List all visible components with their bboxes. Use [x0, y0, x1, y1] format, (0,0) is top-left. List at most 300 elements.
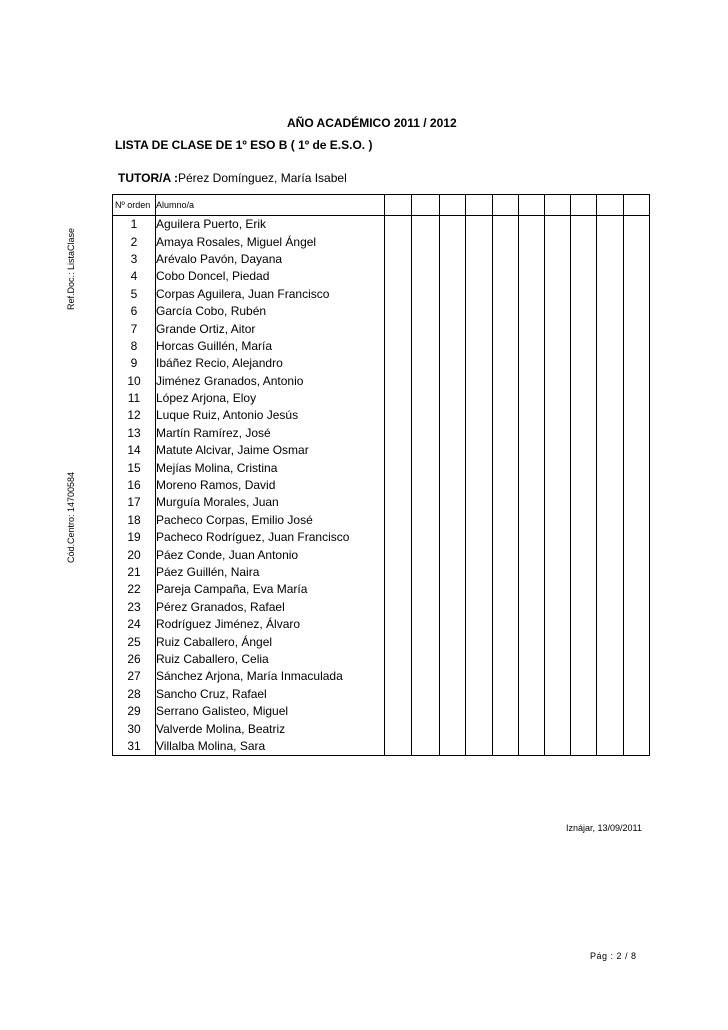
attendance-cell	[597, 494, 624, 511]
attendance-cell	[412, 233, 440, 250]
attendance-cell	[519, 686, 545, 703]
attendance-cell	[385, 442, 412, 459]
attendance-cell	[571, 738, 597, 756]
attendance-cell	[545, 233, 571, 250]
attendance-cell	[545, 442, 571, 459]
attendance-cell	[440, 355, 466, 372]
attendance-cell	[571, 407, 597, 424]
attendance-cell	[493, 459, 519, 476]
attendance-cell	[519, 494, 545, 511]
attendance-cell	[493, 529, 519, 546]
list-title: LISTA DE CLASE DE 1º ESO B ( 1º de E.S.O. )	[115, 138, 373, 152]
student-name: Pacheco Corpas, Emilio José	[156, 512, 385, 529]
attendance-cell	[597, 233, 624, 250]
attendance-cell	[597, 581, 624, 598]
attendance-cell	[385, 477, 412, 494]
attendance-cell	[597, 390, 624, 407]
class-list-table	[112, 194, 650, 756]
attendance-cell	[624, 268, 650, 285]
attendance-cell	[571, 320, 597, 337]
attendance-cell	[571, 390, 597, 407]
attendance-cell	[624, 320, 650, 337]
attendance-cell	[493, 720, 519, 737]
table-row	[113, 268, 650, 285]
attendance-cell	[493, 390, 519, 407]
attendance-cell	[440, 494, 466, 511]
table-row	[113, 320, 650, 337]
tutor-line	[118, 171, 347, 185]
attendance-cell	[412, 373, 440, 390]
attendance-cell	[571, 668, 597, 685]
student-name: Murguía Morales, Juan	[156, 494, 385, 511]
attendance-cell	[519, 529, 545, 546]
attendance-cell	[440, 425, 466, 442]
attendance-cell	[466, 251, 493, 268]
student-order: 12	[113, 407, 156, 424]
attendance-cell	[624, 738, 650, 756]
attendance-cell	[519, 599, 545, 616]
attendance-cell	[493, 616, 519, 633]
attendance-cell	[466, 233, 493, 250]
student-name: López Arjona, Eloy	[156, 390, 385, 407]
attendance-cell	[412, 686, 440, 703]
attendance-cell	[624, 720, 650, 737]
attendance-cell	[412, 251, 440, 268]
attendance-cell	[519, 668, 545, 685]
attendance-cell	[412, 738, 440, 756]
attendance-cell	[466, 581, 493, 598]
student-order: 13	[113, 425, 156, 442]
table-row	[113, 564, 650, 581]
attendance-cell	[440, 564, 466, 581]
student-name: Sancho Cruz, Rafael	[156, 686, 385, 703]
attendance-cell	[440, 303, 466, 320]
attendance-cell	[412, 268, 440, 285]
student-name: Ruiz Caballero, Celia	[156, 651, 385, 668]
student-name: Arévalo Pavón, Dayana	[156, 251, 385, 268]
attendance-cell	[385, 599, 412, 616]
attendance-cell	[545, 338, 571, 355]
attendance-cell	[412, 633, 440, 650]
attendance-cell	[571, 651, 597, 668]
student-order: 3	[113, 251, 156, 268]
attendance-cell	[545, 355, 571, 372]
student-name: Valverde Molina, Beatriz	[156, 720, 385, 737]
attendance-cell	[412, 546, 440, 563]
attendance-cell	[545, 633, 571, 650]
student-order: 30	[113, 720, 156, 737]
attendance-cell	[385, 338, 412, 355]
attendance-cell	[440, 616, 466, 633]
attendance-cell	[493, 512, 519, 529]
attendance-cell	[571, 303, 597, 320]
table-row	[113, 599, 650, 616]
attendance-cell	[466, 599, 493, 616]
attendance-cell	[440, 251, 466, 268]
attendance-cell	[412, 512, 440, 529]
attendance-cell	[493, 686, 519, 703]
attendance-cell	[440, 407, 466, 424]
table-row	[113, 494, 650, 511]
attendance-cell	[624, 616, 650, 633]
student-name: Pacheco Rodríguez, Juan Francisco	[156, 529, 385, 546]
attendance-cell	[519, 564, 545, 581]
attendance-cell	[466, 320, 493, 337]
attendance-cell	[571, 512, 597, 529]
attendance-cell	[493, 494, 519, 511]
attendance-cell	[466, 286, 493, 303]
cod-centro: Cód.Centro: 14700584	[66, 471, 76, 563]
attendance-cell	[385, 529, 412, 546]
attendance-cell	[493, 599, 519, 616]
table-row	[113, 407, 650, 424]
attendance-cell	[545, 477, 571, 494]
attendance-cell	[545, 529, 571, 546]
table-row	[113, 286, 650, 303]
student-name: Rodríguez Jiménez, Álvaro	[156, 616, 385, 633]
tutor-label: TUTOR/A :	[118, 171, 178, 185]
student-order: 23	[113, 599, 156, 616]
attendance-cell	[624, 512, 650, 529]
attendance-cell	[545, 668, 571, 685]
attendance-cell	[440, 581, 466, 598]
attendance-cell	[385, 668, 412, 685]
attendance-cell	[597, 720, 624, 737]
attendance-cell	[493, 286, 519, 303]
student-order: 4	[113, 268, 156, 285]
student-order: 8	[113, 338, 156, 355]
attendance-cell	[385, 651, 412, 668]
attendance-cell	[466, 633, 493, 650]
table-row	[113, 251, 650, 268]
attendance-cell	[519, 373, 545, 390]
attendance-cell	[597, 425, 624, 442]
attendance-cell	[440, 442, 466, 459]
student-name: Moreno Ramos, David	[156, 477, 385, 494]
attendance-cell	[545, 459, 571, 476]
student-order: 14	[113, 442, 156, 459]
attendance-cell	[519, 546, 545, 563]
attendance-cell	[412, 390, 440, 407]
attendance-cell	[466, 512, 493, 529]
student-name: Pareja Campaña, Eva María	[156, 581, 385, 598]
student-order: 6	[113, 303, 156, 320]
attendance-cell	[597, 512, 624, 529]
attendance-cell	[412, 529, 440, 546]
attendance-cell	[493, 738, 519, 756]
table-row	[113, 529, 650, 546]
attendance-cell	[466, 373, 493, 390]
attendance-cell	[466, 338, 493, 355]
attendance-cell	[412, 477, 440, 494]
attendance-cell	[624, 373, 650, 390]
student-order: 11	[113, 390, 156, 407]
table-row	[113, 720, 650, 737]
attendance-cell	[412, 581, 440, 598]
attendance-cell	[385, 320, 412, 337]
attendance-cell	[624, 494, 650, 511]
attendance-cell	[624, 668, 650, 685]
attendance-cell	[493, 546, 519, 563]
attendance-cell	[597, 529, 624, 546]
attendance-cell	[412, 320, 440, 337]
attendance-cell	[440, 477, 466, 494]
table-row	[113, 546, 650, 563]
attendance-cell	[571, 268, 597, 285]
attendance-cell	[597, 546, 624, 563]
table-row	[113, 581, 650, 598]
attendance-cell	[385, 564, 412, 581]
attendance-cell	[571, 599, 597, 616]
attendance-cell	[466, 355, 493, 372]
attendance-cell	[440, 703, 466, 720]
attendance-cell	[571, 477, 597, 494]
table-row	[113, 338, 650, 355]
attendance-cell	[597, 442, 624, 459]
attendance-cell	[597, 320, 624, 337]
attendance-cell	[440, 512, 466, 529]
ref-doc: Ref.Doc.: ListaClase	[66, 227, 76, 310]
attendance-cell	[571, 425, 597, 442]
attendance-cell	[624, 407, 650, 424]
attendance-cell	[466, 216, 493, 234]
attendance-cell	[493, 268, 519, 285]
student-order: 20	[113, 546, 156, 563]
attendance-cell	[440, 651, 466, 668]
attendance-cell	[385, 633, 412, 650]
attendance-cell	[597, 373, 624, 390]
attendance-cell	[466, 442, 493, 459]
attendance-cell	[624, 564, 650, 581]
student-order: 22	[113, 581, 156, 598]
student-name: Cobo Doncel, Piedad	[156, 268, 385, 285]
student-name: Corpas Aguilera, Juan Francisco	[156, 286, 385, 303]
attendance-cell	[385, 286, 412, 303]
attendance-cell	[440, 599, 466, 616]
attendance-cell	[624, 477, 650, 494]
attendance-cell	[519, 320, 545, 337]
attendance-cell	[412, 355, 440, 372]
table-row	[113, 651, 650, 668]
attendance-cell	[466, 407, 493, 424]
attendance-cell	[519, 233, 545, 250]
attendance-cell	[545, 286, 571, 303]
attendance-cell	[493, 564, 519, 581]
attendance-cell	[545, 268, 571, 285]
attendance-cell	[597, 459, 624, 476]
student-name: Grande Ortiz, Aitor	[156, 320, 385, 337]
table-row	[113, 442, 650, 459]
attendance-cell	[519, 459, 545, 476]
student-order: 27	[113, 668, 156, 685]
attendance-cell	[597, 303, 624, 320]
student-order: 10	[113, 373, 156, 390]
attendance-cell	[466, 686, 493, 703]
attendance-cell	[440, 233, 466, 250]
attendance-cell	[493, 251, 519, 268]
attendance-cell	[624, 546, 650, 563]
student-name: Ruiz Caballero, Ángel	[156, 633, 385, 650]
attendance-cell	[412, 338, 440, 355]
attendance-cell	[440, 286, 466, 303]
attendance-cell	[545, 216, 571, 234]
attendance-cell	[440, 686, 466, 703]
attendance-cell	[440, 720, 466, 737]
attendance-cell	[466, 459, 493, 476]
attendance-cell	[519, 738, 545, 756]
attendance-cell	[412, 616, 440, 633]
attendance-cell	[624, 459, 650, 476]
attendance-cell	[493, 216, 519, 234]
student-name: García Cobo, Rubén	[156, 303, 385, 320]
attendance-cell	[385, 216, 412, 234]
attendance-cell	[571, 703, 597, 720]
attendance-cell	[466, 477, 493, 494]
student-name: Matute Alcivar, Jaime Osmar	[156, 442, 385, 459]
attendance-cell	[571, 286, 597, 303]
attendance-cell	[545, 390, 571, 407]
attendance-cell	[440, 338, 466, 355]
table-row	[113, 373, 650, 390]
attendance-cell	[440, 373, 466, 390]
student-order: 15	[113, 459, 156, 476]
attendance-cell	[597, 407, 624, 424]
attendance-cell	[412, 459, 440, 476]
attendance-cell	[545, 373, 571, 390]
attendance-cell	[385, 686, 412, 703]
attendance-cell	[624, 686, 650, 703]
attendance-cell	[597, 686, 624, 703]
attendance-cell	[597, 268, 624, 285]
student-order: 25	[113, 633, 156, 650]
attendance-cell	[519, 512, 545, 529]
table-row	[113, 303, 650, 320]
attendance-cell	[545, 512, 571, 529]
attendance-cell	[412, 599, 440, 616]
attendance-cell	[519, 703, 545, 720]
attendance-cell	[493, 373, 519, 390]
attendance-cell	[385, 355, 412, 372]
student-order: 16	[113, 477, 156, 494]
attendance-cell	[412, 286, 440, 303]
student-order: 21	[113, 564, 156, 581]
attendance-cell	[571, 373, 597, 390]
attendance-cell	[571, 338, 597, 355]
attendance-cell	[440, 546, 466, 563]
academic-year: AÑO ACADÉMICO 2011 / 2012	[287, 116, 457, 130]
attendance-cell	[440, 320, 466, 337]
student-name: Horcas Guillén, María	[156, 338, 385, 355]
student-name: Sánchez Arjona, María Inmaculada	[156, 668, 385, 685]
student-name: Amaya Rosales, Miguel Ángel	[156, 233, 385, 250]
page-number: Pág : 2 / 8	[590, 951, 637, 961]
attendance-cell	[466, 703, 493, 720]
attendance-cell	[466, 616, 493, 633]
attendance-cell	[545, 303, 571, 320]
attendance-cell	[597, 251, 624, 268]
table-row	[113, 390, 650, 407]
attendance-cell	[466, 268, 493, 285]
attendance-cell	[597, 599, 624, 616]
attendance-cell	[571, 720, 597, 737]
attendance-cell	[571, 686, 597, 703]
attendance-cell	[412, 720, 440, 737]
attendance-cell	[624, 233, 650, 250]
attendance-cell	[597, 616, 624, 633]
attendance-cell	[597, 668, 624, 685]
attendance-cell	[624, 529, 650, 546]
attendance-cell	[440, 633, 466, 650]
attendance-cell	[545, 599, 571, 616]
attendance-cell	[519, 425, 545, 442]
student-order: 17	[113, 494, 156, 511]
attendance-cell	[412, 494, 440, 511]
attendance-cell	[466, 390, 493, 407]
table-row	[113, 459, 650, 476]
attendance-cell	[440, 216, 466, 234]
attendance-cell	[385, 459, 412, 476]
attendance-cell	[440, 529, 466, 546]
attendance-cell	[624, 303, 650, 320]
attendance-cell	[493, 338, 519, 355]
attendance-cell	[571, 529, 597, 546]
table-row	[113, 686, 650, 703]
attendance-cell	[385, 303, 412, 320]
attendance-cell	[493, 477, 519, 494]
attendance-cell	[545, 425, 571, 442]
attendance-cell	[571, 233, 597, 250]
attendance-cell	[385, 512, 412, 529]
student-name: Serrano Galisteo, Miguel	[156, 703, 385, 720]
attendance-cell	[571, 216, 597, 234]
attendance-cell	[624, 390, 650, 407]
attendance-cell	[440, 390, 466, 407]
attendance-cell	[519, 355, 545, 372]
attendance-cell	[597, 355, 624, 372]
attendance-cell	[412, 303, 440, 320]
attendance-cell	[519, 442, 545, 459]
attendance-cell	[466, 651, 493, 668]
attendance-cell	[571, 459, 597, 476]
attendance-cell	[493, 633, 519, 650]
attendance-cell	[624, 633, 650, 650]
attendance-cell	[493, 320, 519, 337]
attendance-cell	[385, 738, 412, 756]
attendance-cell	[624, 216, 650, 234]
attendance-cell	[466, 668, 493, 685]
attendance-cell	[466, 546, 493, 563]
attendance-cell	[466, 720, 493, 737]
attendance-cell	[493, 355, 519, 372]
attendance-cell	[571, 564, 597, 581]
attendance-cell	[385, 373, 412, 390]
attendance-cell	[597, 286, 624, 303]
student-name: Jiménez Granados, Antonio	[156, 373, 385, 390]
attendance-cell	[597, 564, 624, 581]
attendance-cell	[571, 616, 597, 633]
attendance-cell	[412, 216, 440, 234]
attendance-cell	[412, 651, 440, 668]
attendance-cell	[385, 390, 412, 407]
attendance-cell	[571, 355, 597, 372]
table-header	[113, 195, 650, 216]
attendance-cell	[519, 651, 545, 668]
student-name: Luque Ruiz, Antonio Jesús	[156, 407, 385, 424]
attendance-cell	[571, 633, 597, 650]
attendance-cell	[545, 546, 571, 563]
attendance-cell	[545, 686, 571, 703]
attendance-cell	[385, 233, 412, 250]
